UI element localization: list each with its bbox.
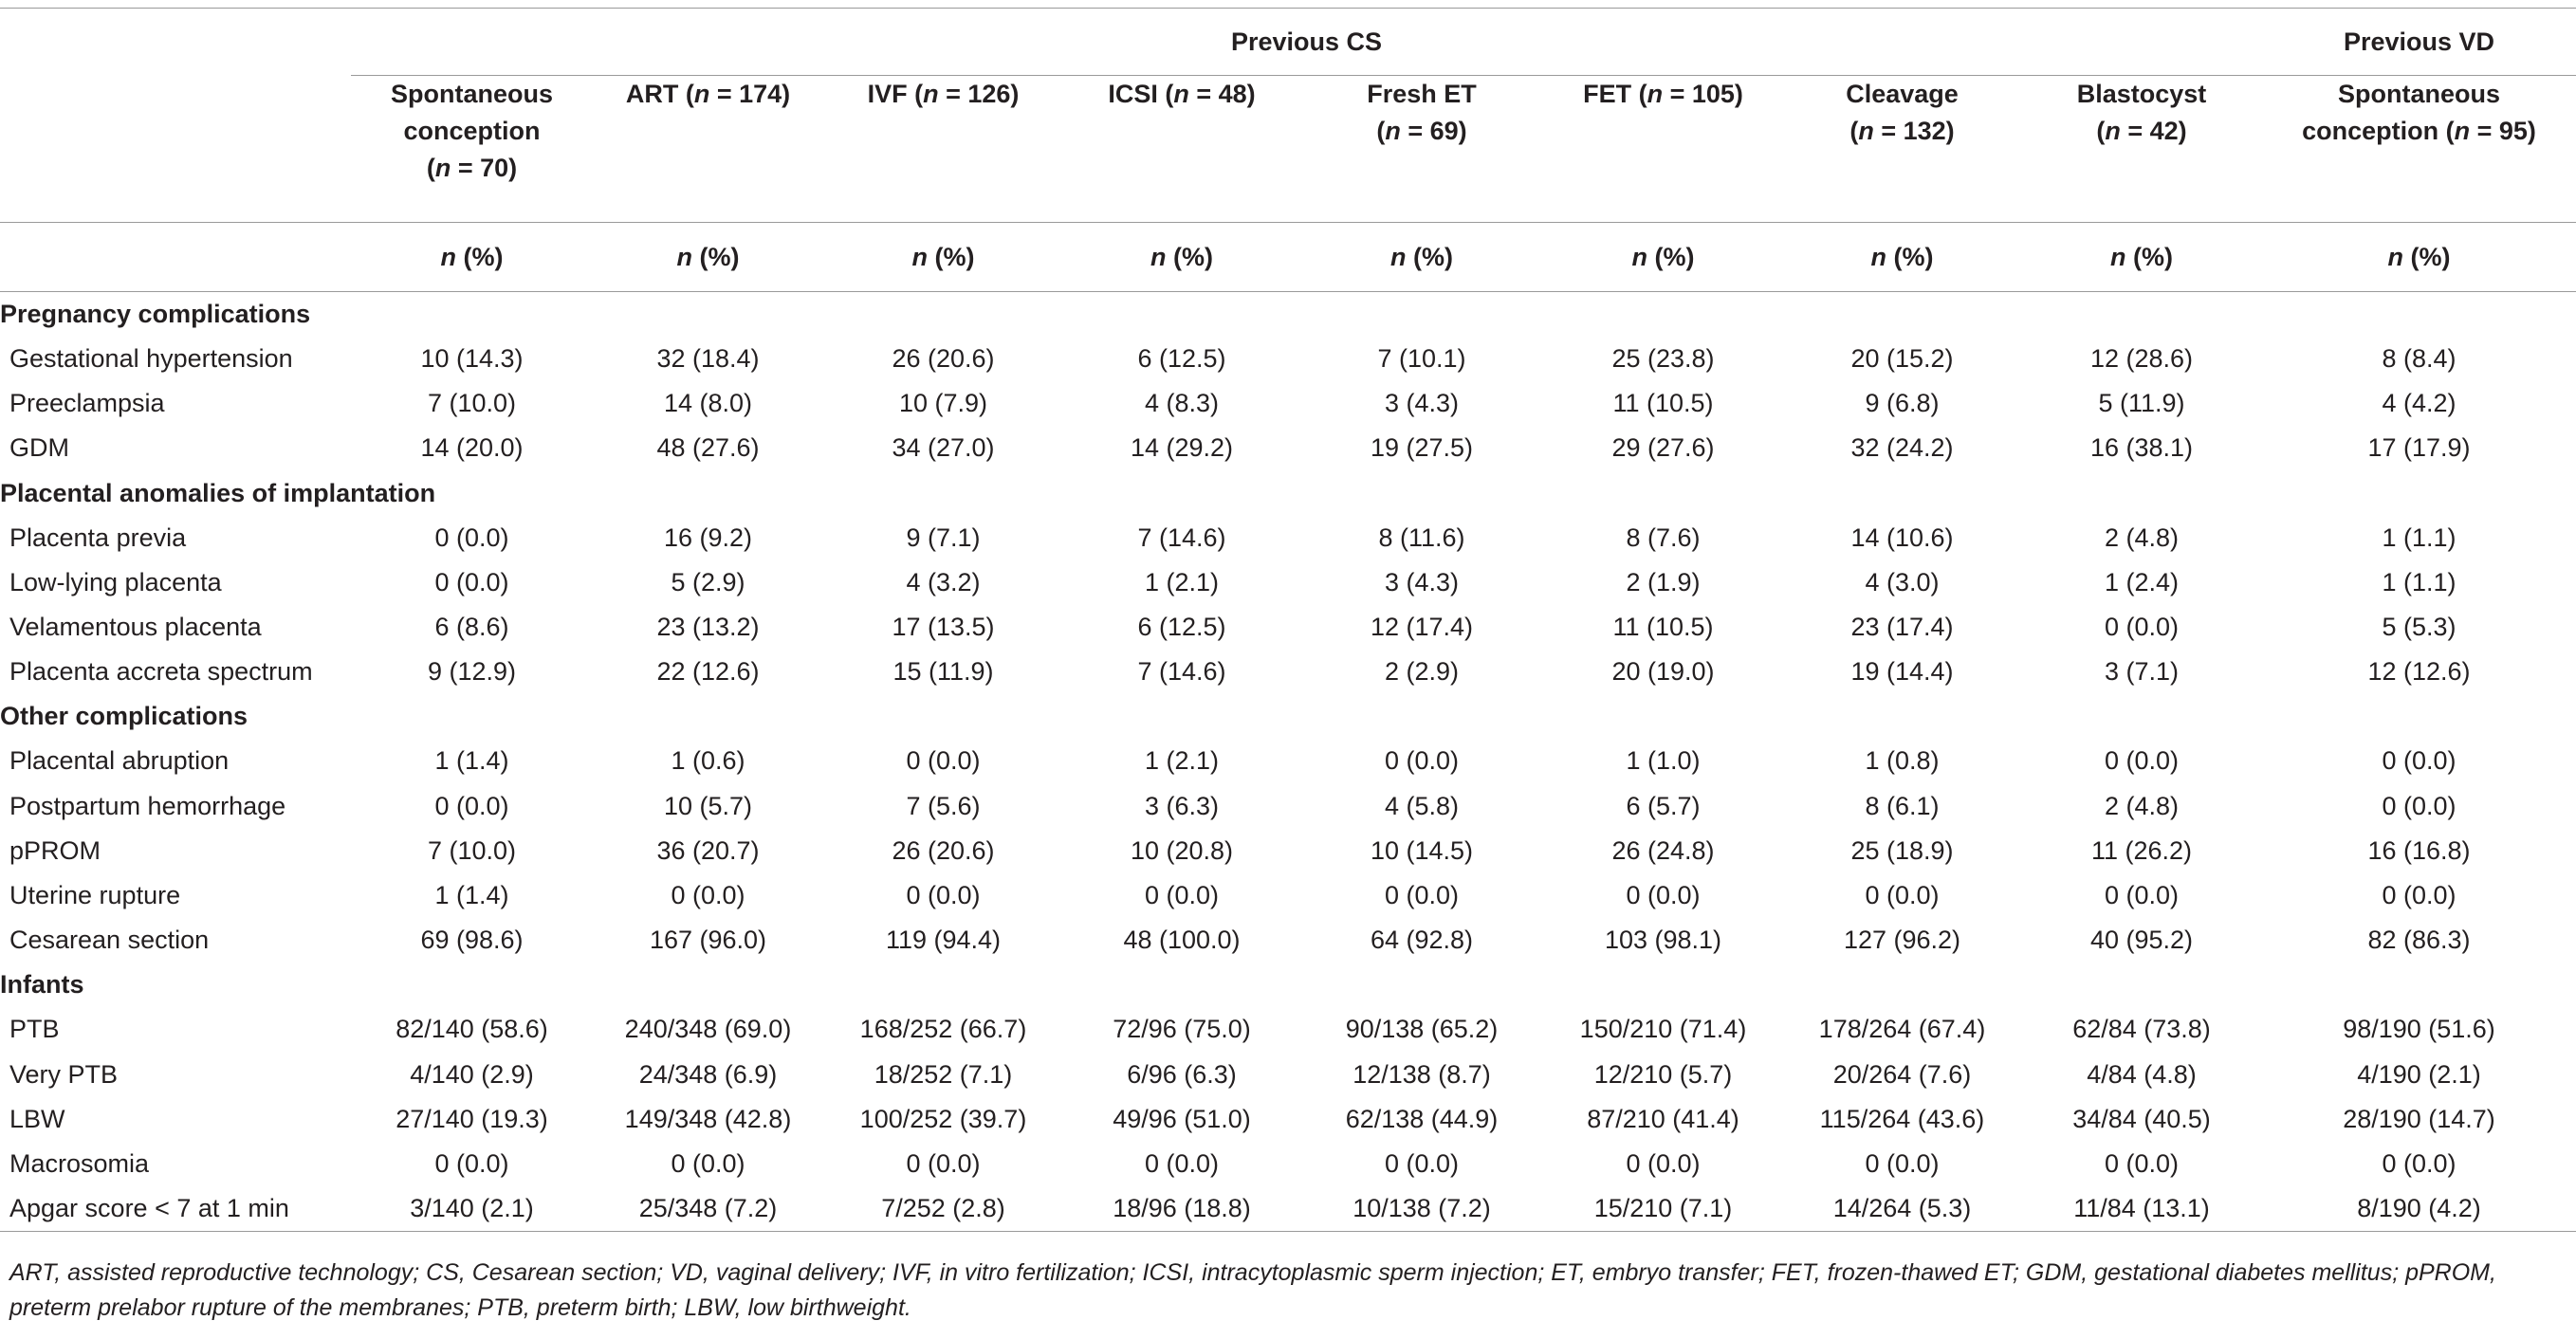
unit-header-cell: n (%) [823, 223, 1063, 292]
table-cell: 115/264 (43.6) [1819, 1104, 1985, 1133]
table-cell: 1 (1.4) [434, 746, 509, 776]
column-header-line: IVF (n = 126) [867, 80, 1020, 108]
table-cell: 8/190 (4.2) [2357, 1194, 2481, 1223]
group-header-previous-cs: Previous CS [351, 9, 2262, 76]
table-cell: 4 (8.3) [1144, 389, 1220, 418]
empty-unit-cell [0, 223, 351, 292]
section-header-row [0, 963, 2576, 1007]
table-cell: 1 (2.1) [1144, 567, 1220, 596]
table-cell: 10/138 (7.2) [1352, 1194, 1491, 1223]
column-header-line: Fresh ET [1367, 80, 1477, 108]
column-header-line: ART (n = 174) [625, 80, 791, 108]
section-title: Other complications [0, 702, 248, 731]
table-cell: 9 (12.9) [427, 657, 517, 687]
table-row [0, 516, 2576, 560]
table-cell: 12/210 (5.7) [1593, 1059, 1733, 1089]
column-header-4 [1300, 76, 1543, 223]
table-row [0, 1186, 2576, 1232]
table-cell: 240/348 (69.0) [624, 1015, 792, 1044]
table-cell: 28/190 (14.7) [2343, 1104, 2495, 1133]
table-row [0, 1142, 2576, 1186]
empty-label-header [0, 76, 351, 223]
column-header-line: (n = 132) [1849, 117, 1955, 145]
table-cell: 25 (18.9) [1850, 835, 1954, 865]
table-cell: 0 (0.0) [671, 1148, 745, 1178]
unit-header-cell: n (%) [2262, 223, 2576, 292]
table-cell: 119 (94.4) [885, 926, 1002, 955]
table-cell: 5 (11.9) [2098, 389, 2185, 418]
column-header-0 [351, 76, 593, 223]
table-cell: 0 (0.0) [906, 880, 981, 909]
row-label: Velamentous placenta [9, 613, 262, 642]
table-cell: 0 (0.0) [2382, 880, 2456, 909]
table-cell: 4/190 (2.1) [2357, 1059, 2481, 1089]
table-cell: 127 (96.2) [1843, 926, 1961, 955]
table-cell: 0 (0.0) [1384, 746, 1460, 776]
row-label: GDM [9, 433, 69, 463]
column-header-line: (n = 70) [426, 154, 518, 182]
table-cell: 149/348 (42.8) [624, 1104, 792, 1133]
table-cell: 7 (10.0) [427, 835, 517, 865]
row-label: Cesarean section [9, 926, 210, 955]
table-cell: 20/264 (7.6) [1832, 1059, 1972, 1089]
unit-header-cell: n (%) [2021, 223, 2262, 292]
table-row [0, 1052, 2576, 1096]
column-header-row [0, 76, 2576, 223]
table-cell: 49/96 (51.0) [1113, 1104, 1251, 1133]
table-cell: 25/348 (7.2) [638, 1194, 778, 1223]
column-header-line: ICSI (n = 48) [1108, 80, 1256, 108]
column-header-3 [1063, 76, 1300, 223]
table-cell: 40 (95.2) [2089, 926, 2194, 955]
table-cell: 64 (92.8) [1370, 926, 1474, 955]
column-header-line: FET (n = 105) [1583, 80, 1743, 108]
table-cell: 5 (2.9) [671, 567, 745, 596]
table-cell: 0 (0.0) [1865, 880, 1940, 909]
column-header-line: Cleavage [1846, 80, 1959, 108]
table-cell: 150/210 (71.4) [1579, 1015, 1747, 1044]
table-cell: 1 (0.6) [671, 746, 745, 776]
column-header-7 [2021, 76, 2262, 223]
column-header-2 [823, 76, 1063, 223]
table-cell: 14 (10.6) [1850, 523, 1954, 552]
table-cell: 36 (20.7) [656, 835, 760, 865]
table-cell: 3 (6.3) [1144, 791, 1220, 820]
table-footnote: ART, assisted reproductive technology; CS, Cesarean section; VD, vaginal delivery; IVF, in vitro fertilization; ICSI, intracytoplasmic sperm injection; ET, embryo transfer; FET, frozen-thawed ET; GDM, gestational diabetes mellitus; pPROM, preterm prelabor rupture of the membranes; PTB, preterm birth; LBW, low birthweight. [9, 1259, 2496, 1321]
table-cell: 16 (38.1) [2089, 433, 2194, 463]
table-cell: 168/252 (66.7) [859, 1015, 1027, 1044]
table-cell: 14 (29.2) [1130, 433, 1234, 463]
table-cell: 20 (19.0) [1611, 657, 1715, 687]
table-cell: 1 (1.1) [2382, 567, 2456, 596]
table-cell: 0 (0.0) [2104, 880, 2180, 909]
row-label: Macrosomia [9, 1148, 150, 1178]
table-cell: 6 (8.6) [434, 613, 509, 642]
table-cell: 0 (0.0) [906, 1148, 981, 1178]
table-cell: 8 (6.1) [1865, 791, 1940, 820]
table-cell: 11 (26.2) [2090, 835, 2193, 865]
table-cell: 100/252 (39.7) [859, 1104, 1027, 1133]
table-cell: 0 (0.0) [1865, 1148, 1940, 1178]
table-cell: 16 (16.8) [2367, 835, 2471, 865]
table-cell: 23 (13.2) [656, 613, 760, 642]
table-cell: 34/84 (40.5) [2072, 1104, 2211, 1133]
row-label: Preeclampsia [9, 389, 165, 418]
table-cell: 2 (4.8) [2104, 523, 2180, 552]
table-row [0, 873, 2576, 918]
table-cell: 6/96 (6.3) [1127, 1059, 1237, 1089]
table-cell: 19 (14.4) [1850, 657, 1954, 687]
unit-header-cell: n (%) [593, 223, 823, 292]
section-header-row [0, 471, 2576, 516]
unit-header-cell: n (%) [1783, 223, 2021, 292]
table-cell: 7 (10.1) [1377, 344, 1466, 374]
table-cell: 9 (7.1) [906, 523, 981, 552]
table-cell: 178/264 (67.4) [1818, 1015, 1986, 1044]
table-cell: 22 (12.6) [656, 657, 760, 687]
table-cell: 12 (28.6) [2089, 344, 2194, 374]
column-header-5 [1543, 76, 1783, 223]
table-cell: 18/96 (18.8) [1113, 1194, 1251, 1223]
table-cell: 8 (8.4) [2382, 344, 2456, 374]
row-label: Placental abruption [9, 746, 230, 776]
row-label: Low-lying placenta [9, 567, 222, 596]
table-cell: 2 (4.8) [2104, 791, 2180, 820]
table-cell: 6 (5.7) [1626, 791, 1701, 820]
table-row [0, 918, 2576, 963]
section-title: Placental anomalies of implantation [0, 478, 436, 507]
row-label: Gestational hypertension [9, 344, 293, 374]
unit-header-cell: n (%) [351, 223, 593, 292]
table-cell: 26 (24.8) [1611, 835, 1715, 865]
table-row [0, 784, 2576, 829]
table-cell: 34 (27.0) [892, 433, 995, 463]
column-header-8 [2262, 76, 2576, 223]
table-cell: 4 (3.0) [1865, 567, 1940, 596]
table-cell: 11 (10.5) [1612, 389, 1714, 418]
unit-header-cell: n (%) [1063, 223, 1300, 292]
table-cell: 7 (14.6) [1137, 523, 1226, 552]
table-cell: 0 (0.0) [434, 523, 509, 552]
table-cell: 19 (27.5) [1370, 433, 1474, 463]
table-cell: 10 (14.5) [1370, 835, 1474, 865]
column-header-6 [1783, 76, 2021, 223]
table-cell: 82/140 (58.6) [396, 1015, 548, 1044]
column-header-line: Blastocyst [2076, 80, 2207, 108]
table-cell: 69 (98.6) [420, 926, 524, 955]
table-cell: 32 (18.4) [656, 344, 760, 374]
table-cell: 4/140 (2.9) [410, 1059, 534, 1089]
table-cell: 0 (0.0) [434, 567, 509, 596]
row-label: Postpartum hemorrhage [9, 791, 286, 820]
table-cell: 2 (2.9) [1384, 657, 1460, 687]
table-cell: 14 (20.0) [420, 433, 524, 463]
table-row [0, 337, 2576, 381]
column-header-line: Spontaneous [390, 80, 553, 108]
unit-header-cell: n (%) [1300, 223, 1543, 292]
unit-header-cell: n (%) [1543, 223, 1783, 292]
table-cell: 12 (17.4) [1370, 613, 1474, 642]
row-label: Very PTB [9, 1059, 119, 1089]
table-cell: 12 (12.6) [2367, 657, 2471, 687]
table-cell: 4 (5.8) [1384, 791, 1460, 820]
table-row [0, 650, 2576, 694]
table-cell: 167 (96.0) [649, 926, 767, 955]
table-cell: 23 (17.4) [1850, 613, 1954, 642]
bottom-rule [0, 1232, 2576, 1233]
table-cell: 10 (7.9) [898, 389, 988, 418]
table-cell: 0 (0.0) [1626, 1148, 1701, 1178]
row-label: PTB [9, 1015, 60, 1044]
table-cell: 0 (0.0) [2104, 613, 2180, 642]
table-row [0, 426, 2576, 470]
table-cell: 6 (12.5) [1137, 344, 1226, 374]
table-cell: 25 (23.8) [1611, 344, 1715, 374]
table-cell: 10 (5.7) [663, 791, 753, 820]
table-row [0, 1097, 2576, 1142]
table-row [0, 381, 2576, 426]
table-cell: 15/210 (7.1) [1593, 1194, 1733, 1223]
table-cell: 62/138 (44.9) [1345, 1104, 1499, 1133]
column-header-line: (n = 42) [2096, 117, 2187, 145]
table-cell: 0 (0.0) [1384, 880, 1460, 909]
group-header-row [0, 9, 2576, 76]
table-cell: 3 (7.1) [2104, 657, 2180, 687]
table-cell: 15 (11.9) [892, 657, 994, 687]
table-cell: 14/264 (5.3) [1832, 1194, 1972, 1223]
table-cell: 1 (2.1) [1144, 746, 1220, 776]
table-cell: 0 (0.0) [434, 791, 509, 820]
table-row [0, 605, 2576, 650]
table-cell: 0 (0.0) [2382, 791, 2456, 820]
table-cell: 32 (24.2) [1850, 433, 1954, 463]
table-cell: 3/140 (2.1) [410, 1194, 534, 1223]
section-header-row [0, 694, 2576, 739]
table-cell: 98/190 (51.6) [2343, 1015, 2495, 1044]
table-cell: 6 (12.5) [1137, 613, 1226, 642]
section-title: Infants [0, 970, 84, 1000]
table-cell: 3 (4.3) [1384, 567, 1460, 596]
table-cell: 2 (1.9) [1626, 567, 1701, 596]
table-cell: 1 (2.4) [2104, 567, 2180, 596]
table-cell: 87/210 (41.4) [1587, 1104, 1739, 1133]
table-cell: 9 (6.8) [1865, 389, 1940, 418]
column-header-line: (n = 69) [1376, 117, 1467, 145]
table-cell: 82 (86.3) [2367, 926, 2471, 955]
table-cell: 48 (100.0) [1123, 926, 1241, 955]
table-row [0, 829, 2576, 873]
table-cell: 0 (0.0) [671, 880, 745, 909]
table-cell: 0 (0.0) [1144, 880, 1220, 909]
table-cell: 0 (0.0) [2104, 746, 2180, 776]
row-label: pPROM [9, 835, 101, 865]
table-cell: 8 (11.6) [1378, 523, 1465, 552]
table-cell: 27/140 (19.3) [396, 1104, 548, 1133]
table-cell: 72/96 (75.0) [1113, 1015, 1251, 1044]
table-cell: 62/84 (73.8) [2072, 1015, 2211, 1044]
table-cell: 0 (0.0) [1384, 1148, 1460, 1178]
table-cell: 18/252 (7.1) [874, 1059, 1013, 1089]
table-cell: 24/348 (6.9) [638, 1059, 778, 1089]
table-row [0, 1007, 2576, 1052]
table-cell: 4 (4.2) [2382, 389, 2456, 418]
table-cell: 48 (27.6) [656, 433, 760, 463]
table-cell: 90/138 (65.2) [1345, 1015, 1499, 1044]
table-row [0, 739, 2576, 783]
table-cell: 5 (5.3) [2382, 613, 2456, 642]
table-cell: 14 (8.0) [663, 389, 753, 418]
row-label: Uterine rupture [9, 880, 181, 909]
section-title: Pregnancy complications [0, 300, 311, 328]
table-cell: 103 (98.1) [1604, 926, 1722, 955]
table-cell: 0 (0.0) [2104, 1148, 2180, 1178]
table-cell: 11 (10.5) [1612, 613, 1714, 642]
empty-corner-cell [0, 9, 351, 76]
table-cell: 7 (14.6) [1137, 657, 1226, 687]
table-cell: 0 (0.0) [434, 1148, 509, 1178]
table-cell: 7 (10.0) [427, 389, 517, 418]
table-cell: 0 (0.0) [1144, 1148, 1220, 1178]
table-cell: 7/252 (2.8) [881, 1194, 1005, 1223]
table-cell: 1 (0.8) [1865, 746, 1940, 776]
table-cell: 4 (3.2) [906, 567, 981, 596]
table-cell: 3 (4.3) [1384, 389, 1460, 418]
table-cell: 20 (15.2) [1850, 344, 1954, 374]
table-cell: 17 (17.9) [2367, 433, 2471, 463]
table-cell: 1 (1.1) [2382, 523, 2456, 552]
unit-header-row [0, 223, 2576, 292]
row-label: Apgar score < 7 at 1 min [9, 1194, 289, 1223]
table-body [0, 9, 2576, 1233]
table-cell: 0 (0.0) [2382, 1148, 2456, 1178]
table-cell: 26 (20.6) [892, 835, 995, 865]
table-cell: 16 (9.2) [663, 523, 753, 552]
table-cell: 4/84 (4.8) [2087, 1059, 2197, 1089]
row-label: Placenta previa [9, 523, 187, 552]
table-cell: 29 (27.6) [1611, 433, 1715, 463]
table-cell: 26 (20.6) [892, 344, 995, 374]
column-header-line: Spontaneous [2337, 80, 2500, 108]
table-cell: 0 (0.0) [2382, 746, 2456, 776]
table-cell: 11/84 (13.1) [2073, 1194, 2210, 1223]
outcomes-table [0, 8, 2576, 1232]
table-cell: 0 (0.0) [1626, 880, 1701, 909]
table-cell: 17 (13.5) [892, 613, 995, 642]
row-label: Placenta accreta spectrum [9, 657, 313, 687]
table-row [0, 560, 2576, 605]
table-cell: 10 (20.8) [1130, 835, 1234, 865]
column-header-line: conception (n = 95) [2302, 117, 2536, 145]
column-header-line: conception [403, 117, 541, 145]
column-header-1 [593, 76, 823, 223]
section-header-row [0, 292, 2576, 338]
table-cell: 1 (1.0) [1626, 746, 1701, 776]
group-header-previous-vd: Previous VD [2262, 9, 2576, 76]
table-cell: 0 (0.0) [906, 746, 981, 776]
row-label: LBW [9, 1104, 65, 1133]
table-cell: 7 (5.6) [906, 791, 981, 820]
table-cell: 10 (14.3) [420, 344, 524, 374]
table-cell: 12/138 (8.7) [1352, 1059, 1491, 1089]
table-cell: 8 (7.6) [1626, 523, 1701, 552]
table-cell: 1 (1.4) [434, 880, 509, 909]
